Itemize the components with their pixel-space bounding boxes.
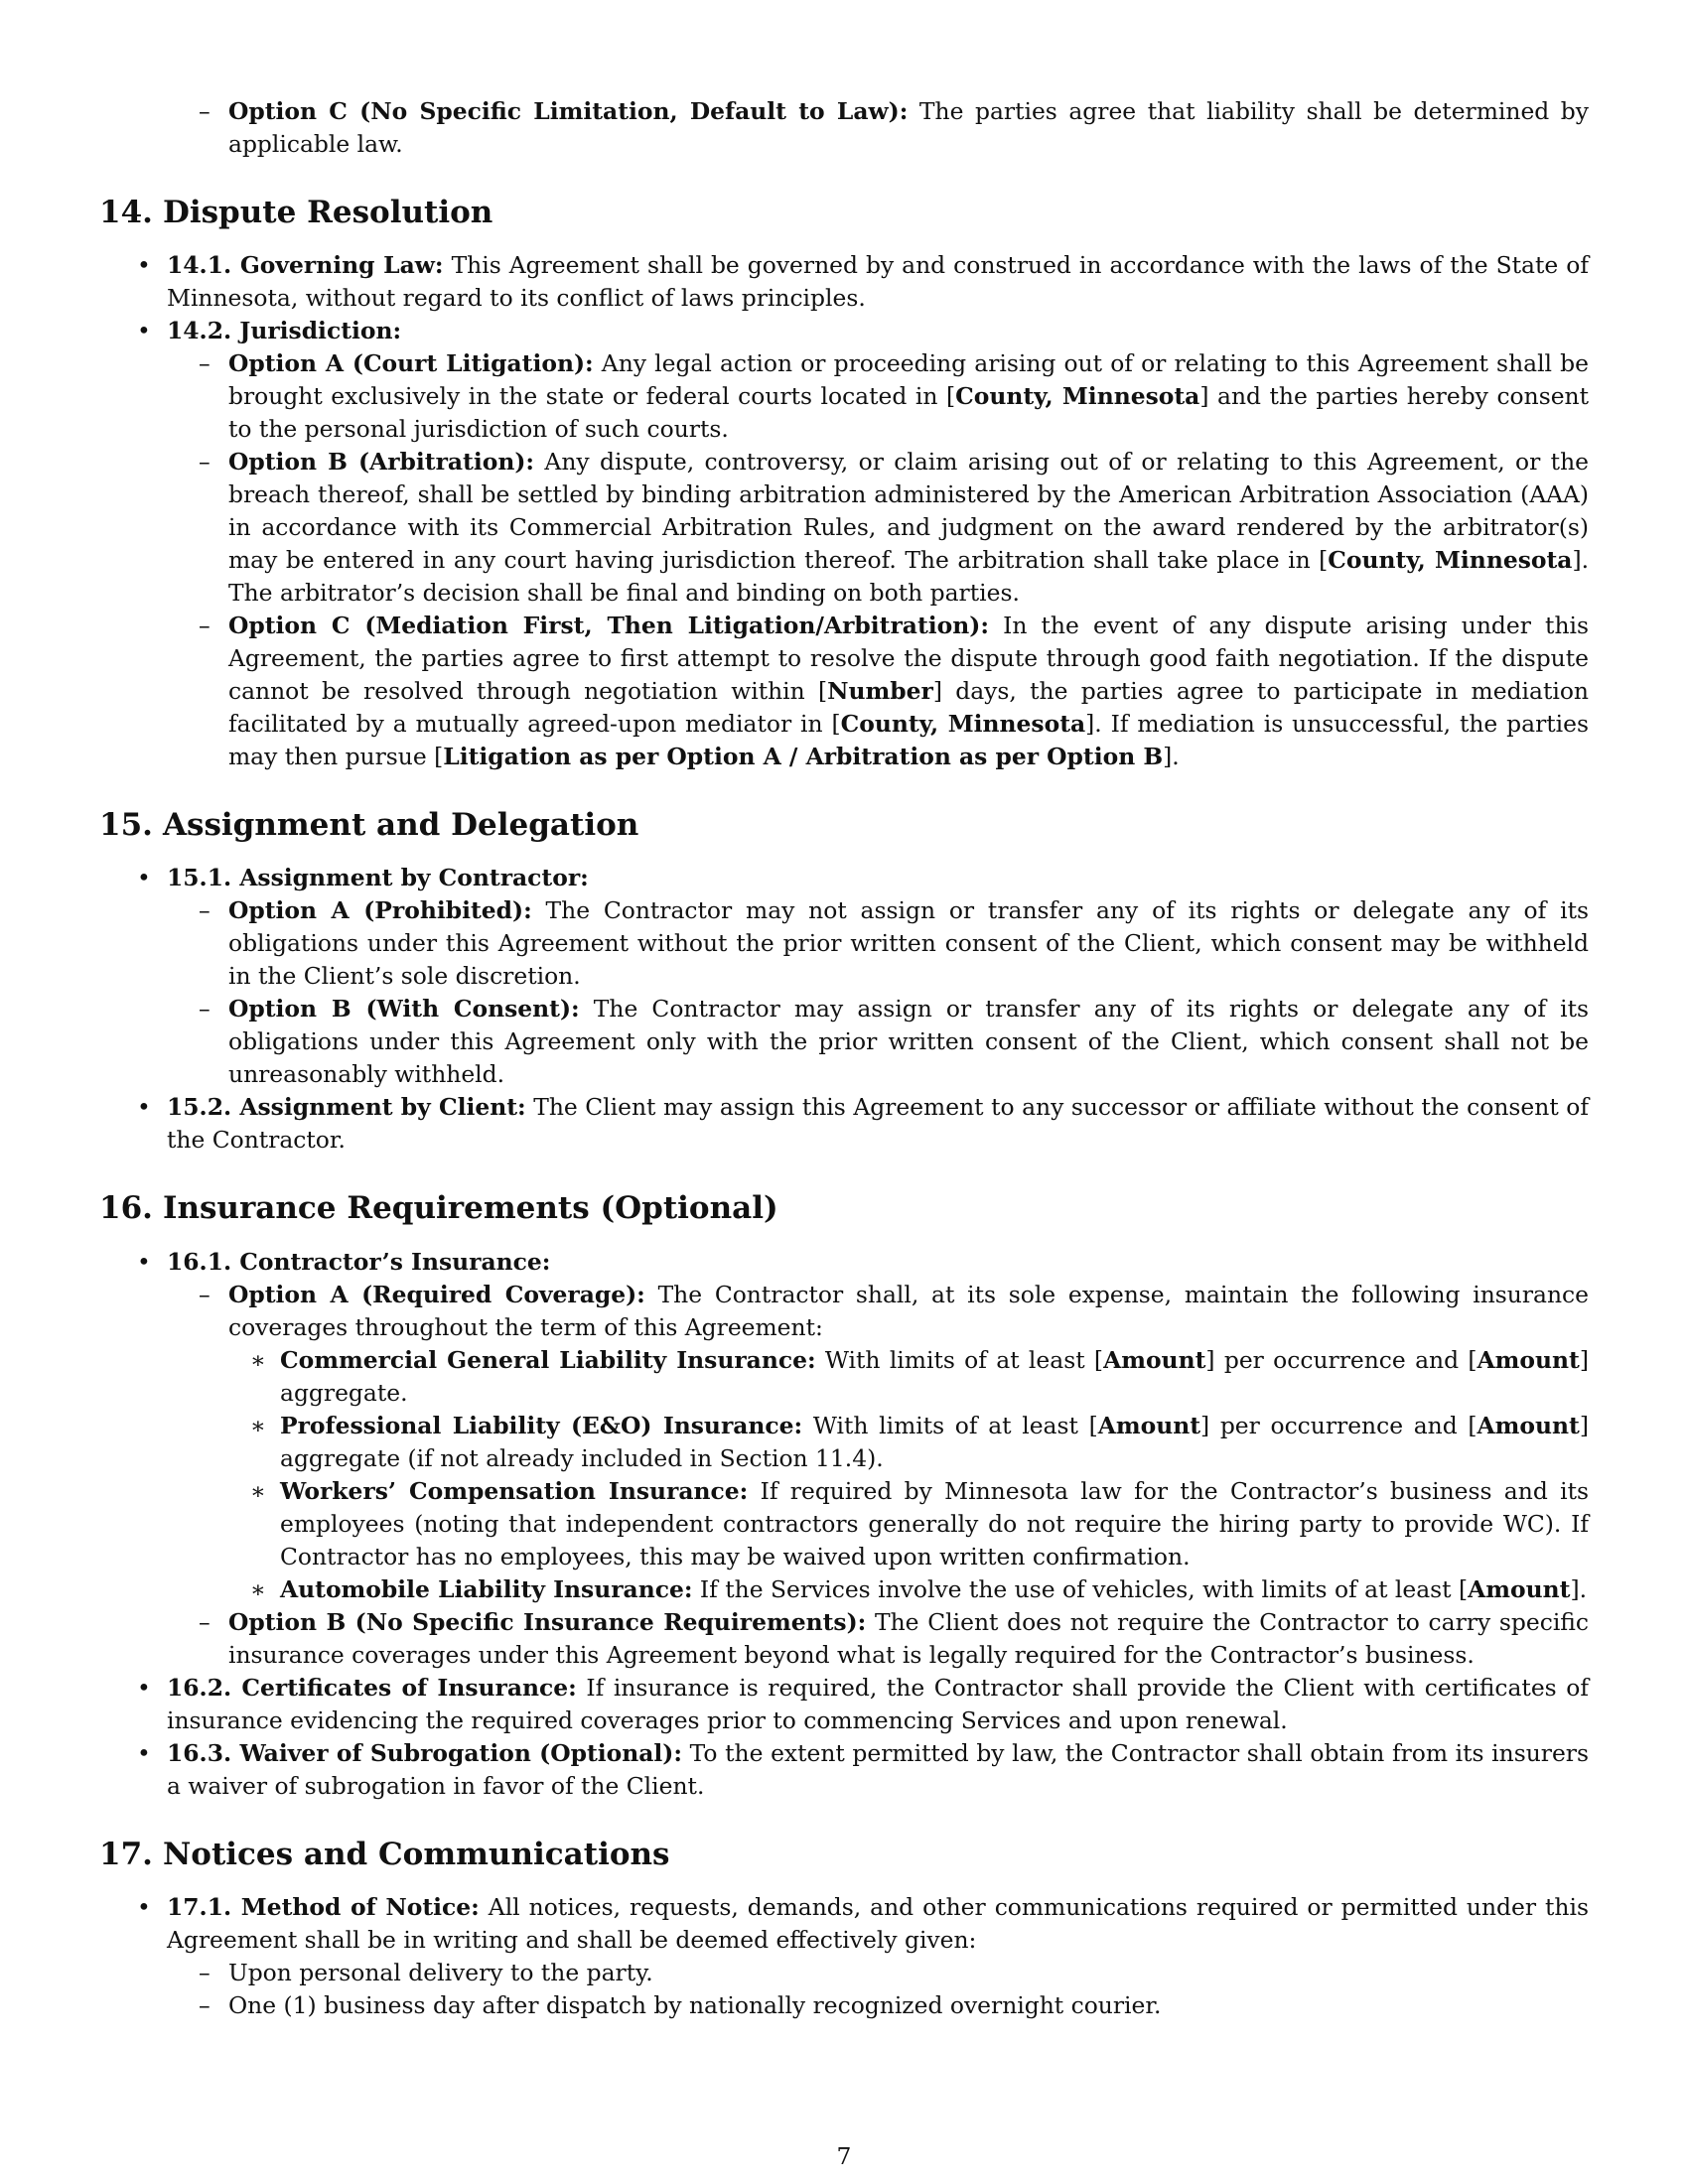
- section-number: 16.: [99, 1190, 153, 1227]
- placeholder-term: County, Minnesota: [955, 382, 1200, 411]
- clause-16-3: [99, 1737, 1589, 1803]
- coverage-text: With limits of at least [: [815, 1345, 1104, 1374]
- option-lead: Option C (Mediation First, Then Litigation/Arbitration):: [228, 612, 989, 640]
- coverage-lead: Workers’ Compensation Insurance:: [280, 1476, 749, 1505]
- placeholder-term: Amount: [1097, 1411, 1201, 1439]
- coverage-lead: Automobile Liability Insurance:: [280, 1574, 693, 1603]
- option-text: ] days, the parties agree to participate in mediation facilitated by a mutually agreed-upon mediator in [: [228, 677, 1589, 739]
- clause-lead: 15.2. Assignment by Client:: [167, 1093, 526, 1122]
- option-lead: Option A (Court Litigation):: [228, 349, 594, 378]
- clause-15-1: [99, 862, 1589, 894]
- placeholder-term: Litigation as per Option A / Arbitration as per Option B: [443, 743, 1164, 771]
- section-number: 17.: [99, 1836, 153, 1872]
- coverage-lead: Commercial General Liability Insurance:: [280, 1345, 816, 1374]
- section-number: 14.: [99, 195, 153, 230]
- placeholder-term: County, Minnesota: [1328, 546, 1573, 575]
- dash-bullet: –: [199, 1990, 211, 2019]
- clause-14-2: [99, 315, 1589, 347]
- option-text: Any dispute, controversy, or claim arising out of or relating to this Agreement, or the breach thereof, shall be settled by binding arbitration administered by the American Arbitration Association (AAA) in accordance with its Commercial Arbitration Rules, and judgment on the award rendered by the arbitrator(s) may be entered in any court having jurisdiction thereof. The arbitration shall take place in [: [228, 448, 1589, 575]
- asterisk-bullet: ∗: [250, 1574, 266, 1603]
- dash-bullet: –: [199, 1280, 211, 1308]
- dash-bullet: –: [199, 349, 211, 378]
- placeholder-term: Amount: [1103, 1345, 1206, 1374]
- section-title: Assignment and Delegation: [162, 807, 639, 844]
- delivery-method-courier: [99, 1989, 1589, 2022]
- placeholder-term: Amount: [1468, 1574, 1571, 1603]
- clause-14-1: [99, 249, 1589, 315]
- asterisk-bullet: ∗: [250, 1476, 266, 1505]
- clause-text: To the extent permitted by law, the Contractor shall obtain from its insurers a waiver of subrogation in favor of the Client.: [167, 1738, 1589, 1800]
- option-15-1-a: [99, 894, 1589, 993]
- delivery-method-personal: [99, 1957, 1589, 1989]
- option-lead: Option B (No Specific Insurance Requirements):: [228, 1607, 867, 1636]
- coverage-text: If required by Minnesota law for the Contractor’s business and its employees (noting that independent contractors generally do not require the hiring party to provide WC). If Contractor has no employees, this may be waived upon written confirmation.: [280, 1476, 1589, 1570]
- option-15-1-b: [99, 993, 1589, 1091]
- option-text: In the event of any dispute arising under this Agreement, the parties agree to first attempt to resolve the dispute through good faith negotiation. If the dispute cannot be resolved through negotiation within [: [228, 612, 1589, 706]
- section-17-heading: [99, 1837, 1589, 1873]
- clause-lead: 14.2. Jurisdiction:: [167, 317, 402, 345]
- option-16-1-b: [99, 1606, 1589, 1672]
- option-text: The Contractor may not assign or transfer any of its rights or delegate any of its obligations under this Agreement without the prior written consent of the Client, which consent may be withheld in the Client’s sole discretion.: [228, 896, 1589, 991]
- clause-16-2: [99, 1672, 1589, 1737]
- section-15-heading: [99, 807, 1589, 844]
- bullet: •: [137, 1892, 151, 1921]
- placeholder-term: Amount: [1477, 1411, 1580, 1439]
- clause-17-1: [99, 1891, 1589, 1957]
- page-number: 7: [836, 2142, 852, 2170]
- option-text: The Contractor may assign or transfer any of its rights or delegate any of its obligations under this Agreement only with the prior written consent of the Client, which consent shall not be unreasonably withheld.: [228, 995, 1589, 1089]
- section-title: Insurance Requirements (Optional): [162, 1190, 778, 1227]
- clause-lead: 16.2. Certificates of Insurance:: [167, 1673, 577, 1702]
- option-lead: Option B (With Consent):: [228, 995, 580, 1024]
- bullet: •: [137, 1093, 151, 1122]
- dash-bullet: –: [199, 1958, 211, 1986]
- delivery-text: Upon personal delivery to the party.: [228, 1958, 653, 1986]
- clause-text: The Client may assign this Agreement to any successor or affiliate without the consent of the Contractor.: [167, 1093, 1590, 1155]
- coverage-text: ] aggregate (if not already included in Section 11.4).: [280, 1411, 1589, 1472]
- delivery-text: One (1) business day after dispatch by nationally recognized overnight courier.: [228, 1990, 1162, 2019]
- section-16-heading: [99, 1190, 1589, 1227]
- coverage-professional-liability: [99, 1410, 1589, 1475]
- clause-16-1: [99, 1246, 1589, 1279]
- coverage-workers-comp: [99, 1475, 1589, 1573]
- clause-15-2: [99, 1091, 1589, 1157]
- bullet: •: [137, 317, 151, 345]
- clause-lead: 16.3. Waiver of Subrogation (Optional):: [167, 1738, 683, 1767]
- coverage-lead: Professional Liability (E&O) Insurance:: [280, 1411, 803, 1439]
- clause-lead: 14.1. Governing Law:: [167, 251, 444, 280]
- bullet: •: [137, 864, 151, 892]
- coverage-general-liability: [99, 1344, 1589, 1410]
- dash-bullet: –: [199, 1607, 211, 1636]
- placeholder-term: Number: [827, 677, 933, 706]
- coverage-automobile-liability: [99, 1573, 1589, 1606]
- dash-bullet: –: [199, 97, 211, 125]
- asterisk-bullet: ∗: [250, 1411, 266, 1439]
- dash-bullet: –: [199, 448, 211, 477]
- option-text: ]. The arbitrator’s decision shall be final and binding on both parties.: [228, 546, 1589, 608]
- document-page: [99, 95, 1589, 2022]
- bullet: •: [137, 1738, 151, 1767]
- bullet: •: [137, 251, 151, 280]
- option-text: The Contractor shall, at its sole expense, maintain the following insurance coverages throughout the term of this Agreement:: [228, 1280, 1589, 1341]
- coverage-text: ] per occurrence and [: [1200, 1411, 1477, 1439]
- clause-text: All notices, requests, demands, and other communications required or permitted under this Agreement shall be in writing and shall be deemed effectively given:: [167, 1892, 1589, 1954]
- option-lead: Option A (Prohibited):: [228, 896, 532, 925]
- option-14-2-c: [99, 610, 1589, 773]
- section-title: Dispute Resolution: [162, 195, 493, 230]
- placeholder-term: County, Minnesota: [840, 710, 1086, 739]
- option-lead: Option A (Required Coverage):: [228, 1280, 645, 1308]
- section-14-heading: [99, 195, 1589, 231]
- coverage-text: ].: [1570, 1574, 1588, 1603]
- option-c-liability: [99, 95, 1589, 161]
- option-text: The Client does not require the Contractor to carry specific insurance coverages under this Agreement beyond what is legally required for the Contractor’s business.: [228, 1607, 1589, 1669]
- section-number: 15.: [99, 807, 153, 844]
- option-14-2-b: [99, 446, 1589, 610]
- placeholder-term: Amount: [1477, 1345, 1580, 1374]
- option-text: Any legal action or proceeding arising out of or relating to this Agreement shall be brought exclusively in the state or federal courts located in [: [228, 349, 1589, 411]
- section-title: Notices and Communications: [162, 1836, 670, 1872]
- option-text: ]. If mediation is unsuccessful, the parties may then pursue [: [228, 710, 1589, 771]
- option-text: ].: [1163, 743, 1180, 771]
- option-14-2-a: [99, 347, 1589, 446]
- bullet: •: [137, 1673, 151, 1702]
- option-text: The parties agree that liability shall be determined by applicable law.: [228, 97, 1589, 158]
- clause-lead: 17.1. Method of Notice:: [167, 1892, 480, 1921]
- coverage-text: With limits of at least [: [802, 1411, 1098, 1439]
- dash-bullet: –: [199, 612, 211, 640]
- coverage-text: If the Services involve the use of vehicles, with limits of at least [: [692, 1574, 1469, 1603]
- clause-lead: 16.1. Contractor’s Insurance:: [167, 1247, 551, 1276]
- dash-bullet: –: [199, 896, 211, 925]
- asterisk-bullet: ∗: [250, 1345, 266, 1374]
- option-16-1-a: [99, 1279, 1589, 1344]
- option-lead: Option C (No Specific Limitation, Default to Law):: [228, 97, 909, 125]
- coverage-text: ] per occurrence and [: [1205, 1345, 1477, 1374]
- clause-text: If insurance is required, the Contractor shall provide the Client with certificates of insurance evidencing the required coverages prior to commencing Services and upon renewal.: [167, 1673, 1590, 1734]
- clause-text: This Agreement shall be governed by and construed in accordance with the laws of the State of Minnesota, without regard to its conflict of laws principles.: [167, 251, 1589, 313]
- option-lead: Option B (Arbitration):: [228, 448, 535, 477]
- coverage-text: ] aggregate.: [280, 1345, 1589, 1407]
- option-text: ] and the parties hereby consent to the personal jurisdiction of such courts.: [228, 382, 1589, 444]
- dash-bullet: –: [199, 995, 211, 1024]
- bullet: •: [137, 1247, 151, 1276]
- clause-lead: 15.1. Assignment by Contractor:: [167, 864, 589, 892]
